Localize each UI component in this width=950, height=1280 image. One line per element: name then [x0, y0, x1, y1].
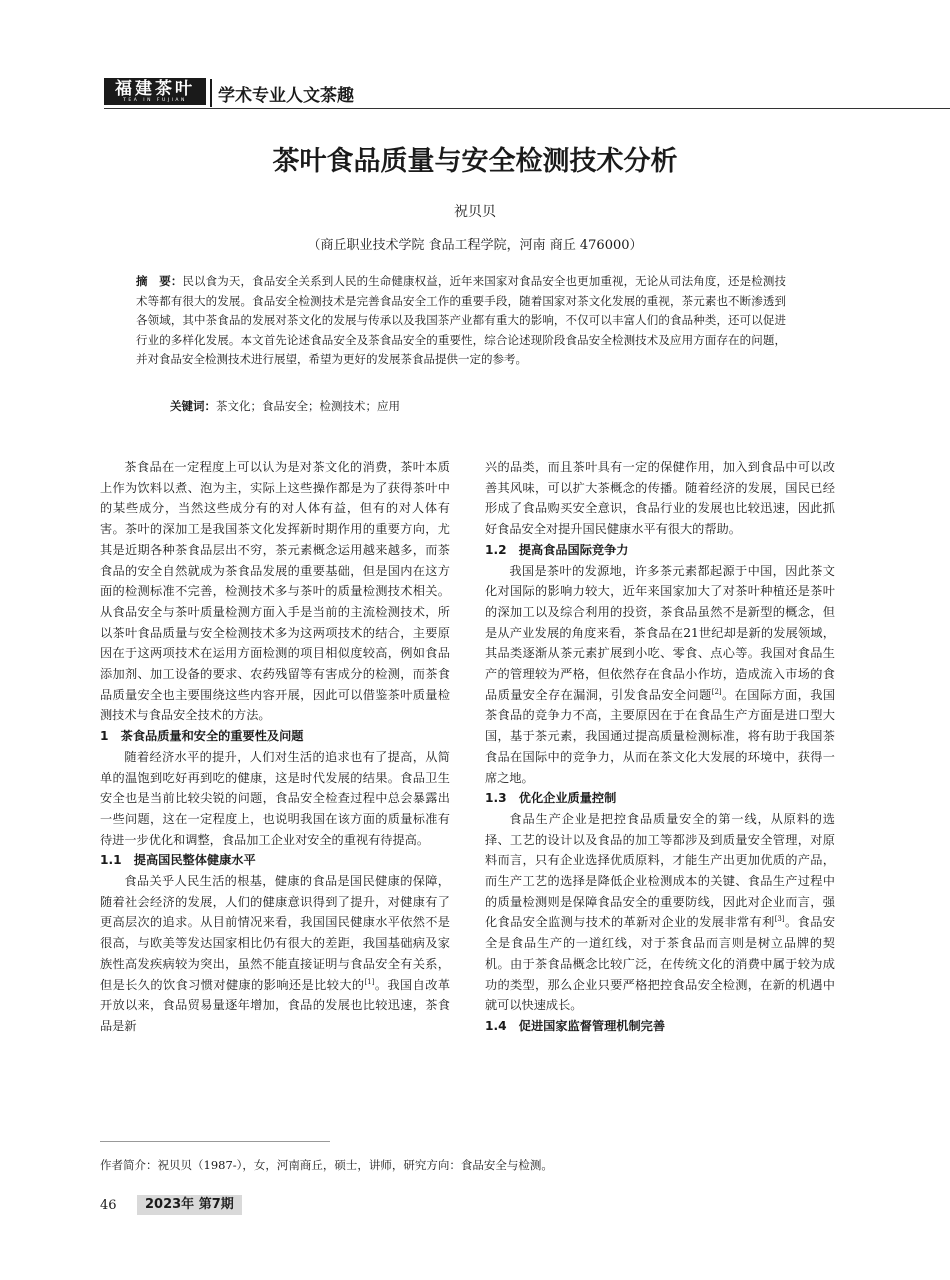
paragraph-section-1-1	[100, 871, 450, 1037]
paragraph-section-1: 随着经济水平的提升，人们对生活的追求也有了提高，从简单的温饱到吃好再到吃的健康，这是时代发展的结果。食品卫生安全也是当前比较尖锐的问题，食品安全检查过程中总会暴露出一些问题，这在一定程度上，也说明我国在该方面的质量标准有待进一步优化和调整，食品加工企业对安全的重视有待提高。	[100, 749, 450, 847]
right-column	[485, 457, 835, 1037]
header-divider	[210, 79, 212, 107]
citation-1: [1]	[364, 977, 375, 986]
keywords-label: 关键词：	[170, 399, 216, 413]
abstract-text: 民以食为天，食品安全关系到人民的生命健康权益，近年来国家对食品安全也更加重视，无论从司法角度，还是检测技术等都有很大的发展。食品安全检测技术是完善食品安全工作的重要手段，随着国家对茶文化发展的重视，茶元素也不断渗透到各领域，其中茶食品的发展对茶文化的发展与传承以及我国茶产业都有重大的影响，不仅可以丰富人们的食品种类，还可以促进行业的多样化发展。本文首先论述食品安全及茶食品安全的重要性，综合论述现阶段食品安全检测技术及应用方面存在的问题，并对食品安全检测技术进行展望，希望为更好的发展茶食品提供一定的参考。	[136, 274, 786, 366]
heading-section-1: 1 茶食品质量和安全的重要性及问题	[100, 729, 304, 744]
citation-2: [2]	[711, 687, 722, 696]
abstract	[136, 272, 786, 370]
logo-text: 福建茶叶	[115, 78, 195, 99]
paragraph-section-1-3	[485, 809, 835, 1016]
section-name: 学术专业人文茶趣	[218, 86, 354, 106]
logo-subtitle: TEA IN FUJIAN	[123, 97, 187, 103]
abstract-label: 摘 要：	[136, 274, 183, 288]
header-rule	[104, 108, 950, 109]
paragraph-section-1-2	[485, 561, 835, 789]
article-title: 茶叶食品质量与安全检测技术分析	[272, 146, 678, 177]
keywords	[170, 396, 790, 416]
left-column	[100, 457, 450, 1037]
footnote-rule	[100, 1141, 330, 1142]
paragraph-text: 食品关乎人民生活的根基，健康的食品是国民健康的保障，随着社会经济的发展，人们的健康意识得到了提升，对健康有了更高层次的追求。从目前情况来看，我国国民健康水平依然不是很高，与欧美等发达国家相比仍有很大的差距，我国基础病及家族性高发疾病较为突出，虽然不能直接证明与食品安全有关系，但是长久的饮食习惯对健康的影响还是比较大的	[100, 874, 450, 992]
keywords-text: 茶文化；食品安全；检测技术；应用	[216, 399, 400, 413]
issue-label: 2023年 第7期	[137, 1195, 242, 1215]
journal-logo	[104, 78, 206, 105]
affiliation: （商丘职业技术学院 食品工程学院，河南 商丘 476000）	[307, 238, 643, 253]
heading-section-1-2: 1.2 提高食品国际竞争力	[485, 542, 629, 557]
heading-section-1-4: 1.4 促进国家监督管理机制完善	[485, 1018, 666, 1033]
paragraph-text: 。食品安全是食品生产的一道红线，对于茶食品而言则是树立品牌的契机。由于茶食品概念比较广泛，在传统文化的消费中属于较为成功的类型，那么企业只要严格把控食品安全检测，在新的机遇中就可以快速成长。	[485, 915, 836, 1013]
citation-3: [3]	[774, 915, 785, 924]
page-number: 46	[100, 1198, 117, 1213]
paragraph-text: 。我国自改革开放以来，食品贸易量逐年增加，食品的发展也比较迅速，茶食品是新	[100, 977, 451, 1033]
paragraph-text: 食品生产企业是把控食品质量安全的第一线，从原料的选择、工艺的设计以及食品的加工等都涉及到质量安全管理，对原料而言，只有企业选择优质原料，才能生产出更加优质的产品，而生产工艺的选择是降低企业检测成本的关键、食品生产过程中的质量检测则是保障食品安全的重要防线，因此对企业而言，强化食品安全监测与技术的革新对企业的发展非常有利	[485, 811, 835, 930]
author-name: 祝贝贝	[454, 204, 496, 220]
paragraph-intro: 茶食品在一定程度上可以认为是对茶文化的消费，茶叶本质上作为饮料以煮、泡为主，实际上这些操作都是为了获得茶叶中的某些成分，当然这些成分有的对人体有益，但有的对人体有害。茶叶的深加工是我国茶文化发挥新时期作用的重要方向，尤其是近期各种茶食品层出不穷，茶元素概念运用越来越多，而茶食品的安全自然就成为茶食品发展的重要基础，但是国内在这方面的检测标准不完善，检测技术多与茶叶的质量检测技术相关。从食品安全与茶叶质量检测方面入手是当前的主流检测技术，所以茶叶食品质量与安全检测技术多为这两项技术的结合，主要原因在于这两项技术在运用方面检测的项目相似度较高，例如食品添加剂、加工设备的要求、农药残留等有害成分的检测，而茶食品质量安全也主要围绕这些内容开展，因此可以借鉴茶叶质量检测技术与食品安全技术的方法。	[100, 460, 450, 723]
paragraph-continued: 兴的品类，而且茶叶具有一定的保健作用，加入到食品中可以改善其风味，可以扩大茶概念的传播。随着经济的发展，国民已经形成了食品购买安全意识，食品行业的发展也比较迅速，因此抓好食品安全对提升国民健康水平有很大的帮助。	[485, 460, 835, 537]
paragraph-text: 我国是茶叶的发源地，许多茶元素都起源于中国，因此茶文化对国际的影响力较大，近年来国家加大了对茶叶种植还是茶叶的深加工以及综合利用的投资，茶食品虽然不是新型的概念，但是从产业发展的角度来看，茶食品在21世纪却是新的发展领域，其品类逐渐从茶元素扩展到小吃、零食、点心等。我国对食品生产的管理较为严格，但依然存在食品小作坊，造成流入市场的食品质量安全存在漏洞，引发食品安全问题	[485, 563, 835, 702]
paragraph-text: 。在国际方面，我国茶食品的竞争力不高，主要原因在于在食品生产方面是进口型大国，基于茶元素，我国通过提高质量检测标准，将有助于我国茶食品在国际中的竞争力，从而在茶文化大发展的环境中，获得一席之地。	[485, 687, 836, 785]
author-footnote: 作者简介：祝贝贝（1987-），女，河南商丘，硕士，讲师，研究方向：食品安全与检测。	[100, 1158, 553, 1172]
heading-section-1-1: 1.1 提高国民整体健康水平	[100, 853, 256, 868]
heading-section-1-3: 1.3 优化企业质量控制	[485, 791, 617, 806]
